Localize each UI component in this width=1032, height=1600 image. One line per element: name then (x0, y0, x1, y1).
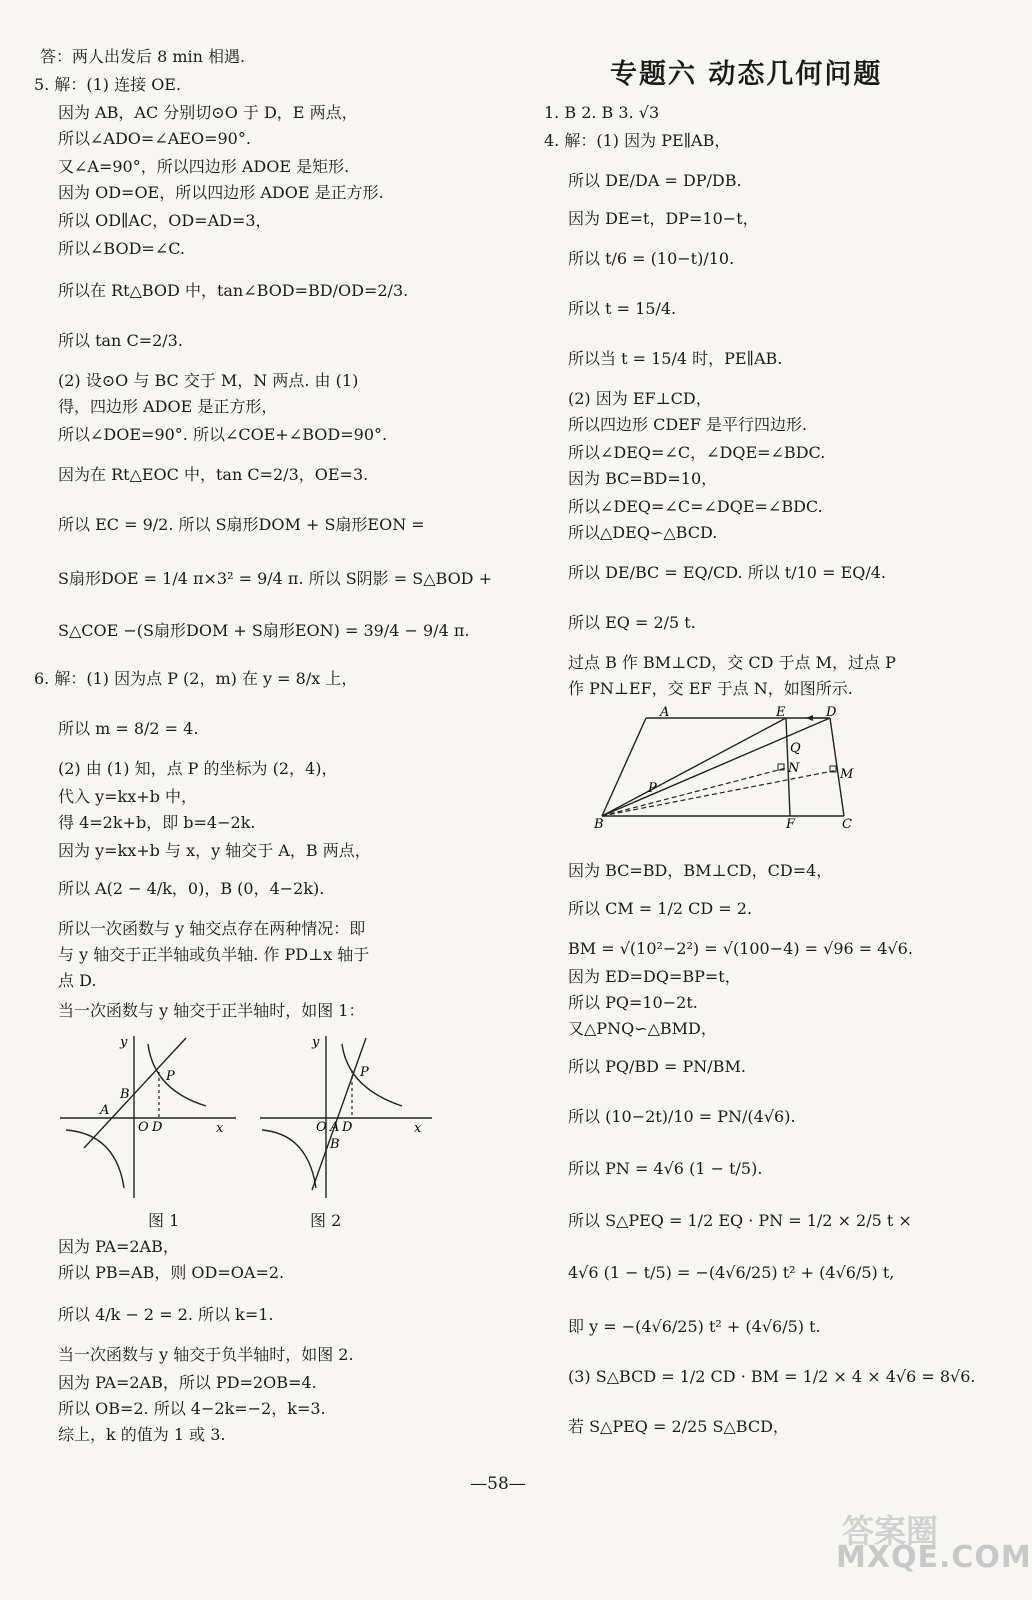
text-line: 所以 (10−2t)/10 = PN/(4√6). (568, 1107, 796, 1126)
text-line: 4. 解：(1) 因为 PE∥AB， (544, 131, 731, 150)
text-line: 因为 PA=2AB， (58, 1237, 179, 1256)
fig1-b-label: B (120, 1087, 130, 1102)
text-line: 所以 4/k − 2 = 2. 所以 k=1. (58, 1305, 274, 1324)
text-line: 4√6 (1 − t/5) = −(4√6/25) t² + (4√6/5) t, (568, 1263, 895, 1282)
text-line: 所以 EQ = 2/5 t. (568, 613, 696, 632)
text-line: 所以 OD∥AC，OD=AD=3， (58, 211, 272, 230)
geo-f-label: F (786, 817, 796, 832)
text-line: (3) S△BCD = 1/2 CD · BM = 1/2 × 4 × 4√6 = 8√6. (568, 1367, 976, 1386)
text-line: 所以∠BOD=∠C. (58, 239, 185, 258)
text-line: 代入 y=kx+b 中， (58, 787, 197, 806)
watermark-logo: 答案圈 (842, 1512, 939, 1550)
fig1-a-label: A (100, 1103, 110, 1118)
text-line: 综上，k 的值为 1 或 3. (58, 1425, 226, 1444)
text-line: 因为 AB，AC 分别切⊙O 于 D，E 两点， (58, 103, 358, 122)
fig1-o-label: O (138, 1120, 149, 1135)
text-line: 因为 BC=BD，BM⊥CD，CD=4， (568, 861, 833, 880)
fig1-d-label: D (152, 1120, 163, 1135)
text-line: 所以∠DEQ=∠C，∠DQE=∠BDC. (568, 443, 826, 462)
text-line: 答：两人出发后 8 min 相遇. (40, 47, 246, 66)
fig2-b-label: B (330, 1137, 340, 1152)
text-line: 得，四边形 ADOE 是正方形， (58, 397, 278, 416)
text-line: 所以 A(2 − 4/k，0)，B (0，4−2k). (58, 879, 325, 898)
text-line: 因为 DE=t，DP=10−t， (568, 209, 759, 228)
section-title: 专题六 动态几何问题 (610, 59, 883, 90)
geo-n-label: N (788, 761, 800, 776)
page-number: —58— (470, 1474, 526, 1494)
text-line: (2) 因为 EF⊥CD， (568, 389, 712, 408)
text-line: BM = √(10²−2²) = √(100−4) = √96 = 4√6. (568, 939, 913, 958)
text-line: 所以∠DOE=90°. 所以∠COE+∠BOD=90°. (58, 425, 388, 444)
text-line: 6. 解：(1) 因为点 P (2，m) 在 y = 8/x 上， (34, 669, 358, 688)
geo-m-label: M (840, 767, 854, 782)
figure-2-caption: 图 2 (310, 1211, 342, 1230)
geo-a-label: A (660, 705, 670, 720)
fig2-p-label: P (360, 1065, 369, 1080)
text-line: 所以 S△PEQ = 1/2 EQ · PN = 1/2 × 2/5 t × (568, 1211, 912, 1230)
text-line: 点 D. (58, 971, 97, 990)
text-line: 所以∠ADO=∠AEO=90°. (58, 129, 251, 148)
text-line: 1. B 2. B 3. √3 (544, 103, 660, 122)
text-line: 所以 OB=2. 所以 4−2k=−2，k=3. (58, 1399, 326, 1418)
fig1-p-label: P (166, 1069, 175, 1084)
text-line: 若 S△PEQ = 2/25 S△BCD， (568, 1417, 789, 1436)
text-line: 所以 EC = 9/2. 所以 S扇形DOM + S扇形EON = (58, 515, 425, 534)
text-line: 过点 B 作 BM⊥CD，交 CD 于点 M，过点 P (568, 653, 896, 672)
geo-d-label: D (826, 705, 837, 720)
text-line: 5. 解：(1) 连接 OE. (34, 75, 182, 94)
text-line: 即 y = −(4√6/25) t² + (4√6/5) t. (568, 1317, 821, 1336)
geo-q-label: Q (790, 741, 801, 756)
text-line: 因为 BC=BD=10， (568, 469, 718, 488)
text-line: 所以当 t = 15/4 时，PE∥AB. (568, 349, 783, 368)
text-line: 所以 t/6 = (10−t)/10. (568, 249, 735, 268)
text-line: 与 y 轴交于正半轴或负半轴. 作 PD⊥x 轴于 (58, 945, 370, 964)
text-line: 所以在 Rt△BOD 中，tan∠BOD=BD/OD=2/3. (58, 281, 409, 300)
text-line: 因为 y=kx+b 与 x，y 轴交于 A，B 两点， (58, 841, 371, 860)
text-line: S扇形DOE = 1/4 π×3² = 9/4 π. 所以 S阴影 = S△BOD + (58, 569, 493, 588)
fig1-x-label: x (216, 1121, 224, 1136)
text-line: 所以一次函数与 y 轴交点存在两种情况：即 (58, 919, 366, 938)
text-line: 又△PNQ∽△BMD， (568, 1019, 717, 1038)
text-line: 所以 CM = 1/2 CD = 2. (568, 899, 753, 918)
watermark-text: MXQE.COM (836, 1540, 1032, 1575)
text-line: 因为在 Rt△EOC 中，tan C=2/3，OE=3. (58, 465, 369, 484)
geo-e-label: E (776, 705, 786, 720)
text-line: 所以 tan C=2/3. (58, 331, 183, 350)
text-line: 所以 DE/BC = EQ/CD. 所以 t/10 = EQ/4. (568, 563, 887, 582)
text-line: 所以 PN = 4√6 (1 − t/5). (568, 1159, 763, 1178)
figure-1-caption: 图 1 (148, 1211, 180, 1230)
fig1-y-label: y (120, 1035, 128, 1050)
text-line: 所以 t = 15/4. (568, 299, 677, 318)
text-line: 又∠A=90°，所以四边形 ADOE 是矩形. (58, 157, 350, 176)
text-line: 因为 OD=OE，所以四边形 ADOE 是正方形. (58, 183, 384, 202)
text-line: 所以 PB=AB，则 OD=OA=2. (58, 1263, 285, 1282)
text-line: 因为 ED=DQ=BP=t， (568, 967, 741, 986)
text-line: 所以 PQ=10−2t. (568, 993, 698, 1012)
fig2-d-label: D (342, 1120, 353, 1135)
text-line: 当一次函数与 y 轴交于正半轴时，如图 1： (58, 1001, 365, 1020)
text-line: 所以 m = 8/2 = 4. (58, 719, 199, 738)
text-line: 得 4=2k+b，即 b=4−2k. (58, 813, 256, 832)
text-line: 所以 DE/DA = DP/DB. (568, 171, 742, 190)
text-line: 所以∠DEQ=∠C=∠DQE=∠BDC. (568, 497, 823, 516)
text-line: (2) 设⊙O 与 BC 交于 M，N 两点. 由 (1) (58, 371, 359, 390)
geo-p-label: P (648, 781, 657, 796)
text-line: 当一次函数与 y 轴交于负半轴时，如图 2. (58, 1345, 354, 1364)
fig2-y-label: y (312, 1035, 320, 1050)
geo-c-label: C (842, 817, 852, 832)
text-line: S△COE −(S扇形DOM + S扇形EON) = 39/4 − 9/4 π. (58, 621, 470, 640)
geo-b-label: B (594, 817, 604, 832)
text-line: 所以△DEQ∽△BCD. (568, 523, 718, 542)
text-line: 所以四边形 CDEF 是平行四边形. (568, 415, 808, 434)
fig2-a-label: A (330, 1120, 340, 1135)
fig2-x-label: x (414, 1121, 422, 1136)
text-line: (2) 由 (1) 知，点 P 的坐标为 (2，4)， (58, 759, 338, 778)
text-line: 所以 PQ/BD = PN/BM. (568, 1057, 746, 1076)
text-line: 因为 PA=2AB，所以 PD=2OB=4. (58, 1373, 317, 1392)
text-line: 作 PN⊥EF，交 EF 于点 N，如图所示. (568, 679, 853, 698)
fig2-o-label: O (316, 1120, 327, 1135)
